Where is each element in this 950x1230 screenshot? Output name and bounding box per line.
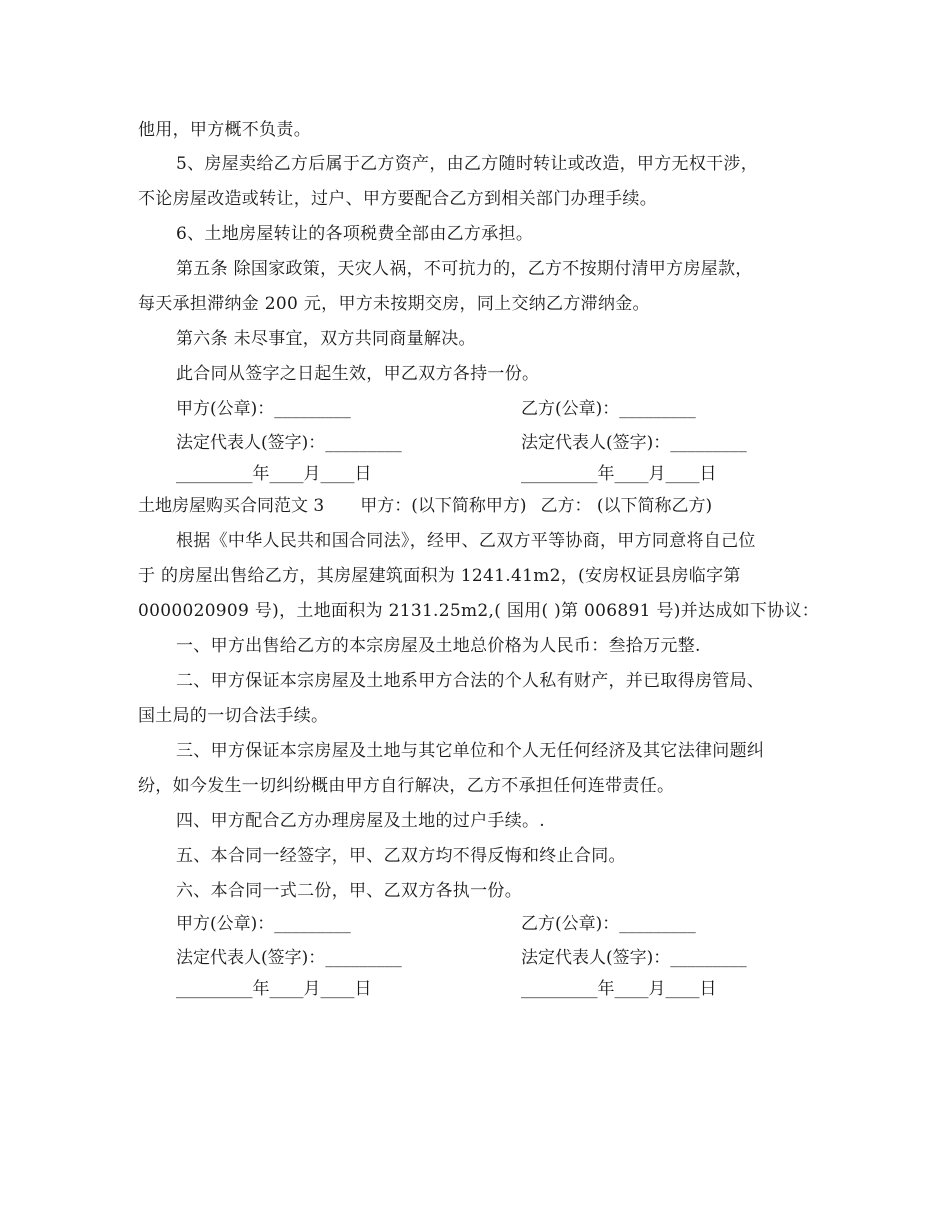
text-line: 他用，甲方概不负责。 [138,120,311,140]
text-line: 每天承担滞纳金 200 元，甲方未按期交房，同上交纳乙方滞纳金。 [138,294,650,314]
text-line: 纷，如今发生一切纠纷概由甲方自行解决，乙方不承担任何连带责任。 [138,776,675,796]
party-a-seal: 甲方(公章)：_________ [176,914,351,934]
party-b-representative: 法定代表人(签字)：_________ [521,433,747,453]
text-line: 此合同从签字之日起生效，甲乙双方各持一份。 [176,364,540,384]
text-line: 第五条 除国家政策，天灾人祸，不可抗力的，乙方不按期付清甲方房屋款， [176,259,753,279]
section-heading [138,494,712,518]
text-line: 三、甲方保证本宗房屋及土地与其它单位和个人无任何经济及其它法律问题纠 [176,741,765,761]
text-line: 六、本合同一式二份，甲、乙双方各执一份。 [176,881,522,901]
party-a-representative: 法定代表人(签字)：_________ [176,433,402,453]
party-a-representative: 法定代表人(签字)：_________ [176,948,402,968]
text-line: 第六条 未尽事宜，双方共同商量解决。 [176,329,476,349]
text-line: 五、本合同一经签字，甲、乙双方均不得反悔和终止合同。 [176,846,626,866]
party-b-representative: 法定代表人(签字)：_________ [521,948,747,968]
text-line: 根据《中华人民共和国合同法》，经甲、乙双方平等协商，甲方同意将自己位 [176,531,756,551]
text-line: 于 的房屋出售给乙方，其房屋建筑面积为 1241.41m2，(安房权证县房临字第 [138,566,741,586]
party-b-seal: 乙方(公章)：_________ [521,914,696,934]
text-line: 0000020909 号)，土地面积为 2131.25m2,( 国用( )第 006891 号)并达成如下协议： [138,601,820,621]
heading-party-a: 甲方：(以下简称甲方) [360,496,527,516]
text-line: 四、甲方配合乙方办理房屋及土地的过户手续。. [176,811,546,831]
text-line: 二、甲方保证本宗房屋及土地系甲方合法的个人私有财产，并已取得房管局、 [176,671,765,691]
text-line: 一、甲方出售给乙方的本宗房屋及土地总价格为人民币：叁拾万元整. [176,636,701,656]
section-title: 土地房屋购买合同范文 3 [138,496,325,516]
text-line: 国土局的一切合法手续。 [138,706,329,726]
party-a-date: _________年____月____日 [176,979,372,999]
text-line: 6、土地房屋转让的各项税费全部由乙方承担。 [176,224,534,244]
party-b-date: _________年____月____日 [521,464,717,484]
party-b-seal: 乙方(公章)：_________ [521,399,696,419]
heading-party-b: 乙方： (以下简称乙方) [540,496,713,516]
text-line: 5、房屋卖给乙方后属于乙方资产，由乙方随时转让或改造，甲方无权干涉， [176,154,759,174]
party-b-date: _________年____月____日 [521,979,717,999]
party-a-date: _________年____月____日 [176,464,372,484]
party-a-seal: 甲方(公章)：_________ [176,399,351,419]
text-line: 不论房屋改造或转让，过户、甲方要配合乙方到相关部门办理手续。 [138,189,657,209]
